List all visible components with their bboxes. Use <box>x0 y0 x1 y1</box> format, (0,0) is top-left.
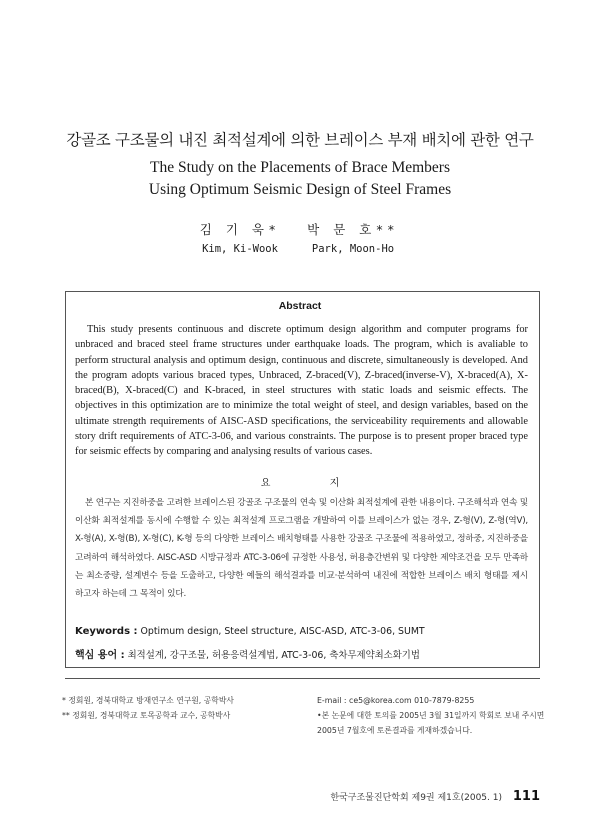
abstract-heading: Abstract <box>278 300 322 312</box>
footnotes-affiliations <box>62 693 302 723</box>
page-number: 111 <box>512 789 540 804</box>
paper-title-english-line1: The Study on the Placements of Brace Members <box>149 159 451 176</box>
paper-title-english-line2: Using Optimum Seismic Design of Steel Frames <box>148 181 452 198</box>
abstract-text: This study presents continuous and discrete optimum design algorithm and computer programs for unbraced and braced steel frame structures under earthquake loads. The program, which is avaliable to perform structural analysis and optimum design, continuous and discrete, simultaneously is developed. And the program adopts various braced types, Unbraced, Z-braced(V), Z-braced(inverse-V), X-braced(A), X-braced(B), X-braced(C) and K-braced, in steel structures with static loads and seismic effects. The objectives in this optimization are to minimize the total weight of steel, and design variables, based on the ultimate strength requirements of AISC-ASD specifications, the serviceability requirements and allowable story drift requirements of ATC-3-06, and various constraints. The purpose is to present proper braced type for seismic effects by comparing and analysing results of various cases. <box>75 324 528 458</box>
footnote-email: E-mail : ce5@korea.com 010-7879-8255 <box>317 696 475 705</box>
paper-title-korean: 강골조 구조물의 내진 최적설계에 의한 브레이스 부재 배치에 관한 연구 <box>66 131 534 149</box>
footnote-divider <box>65 678 540 679</box>
yoji-text: 본 연구는 지진하중을 고려한 브레이스된 강골조 구조물의 연속 및 이산화 최적설계에 관한 내용이다. 구조해석과 연속 및 이산화 최적설계를 동시에 수행할 수 있는 최적설계 프로그램을 개발하여 이를 브레이스가 없는 경우, Z-형(V), Z-형(역V), X-형(A), X-형(B), X-형(C), K-형 등의 다양한 브레이스 배치형태를 사용한 강골조 구조물에 적용하였고, 정하중, 지진하중을 고려하여 해석하였다. AISC-ASD 시방규정과 ATC-3-06에 규정한 사용성, 허용층간변위 및 다양한 제약조건을 모두 만족하는 최소중량, 설계변수 등을 도출하고, 다양한 예들의 해석결과를 비교·분석하여 내진에 적합한 브레이스 배치 형태를 제시하고자 하는데 그 목적이 있다. <box>75 498 528 600</box>
keywords-ko-text: 최적설계, 강구조물, 허용응력설계법, ATC-3-06, 축차무제약최소화기법 <box>127 650 420 661</box>
keywords-line <box>75 626 535 637</box>
keywords-label: Keywords : <box>75 626 138 637</box>
author-1-name-en: Kim, Ki-Wook <box>202 243 278 255</box>
footnote-author-2: ** 정회원, 경북대학교 토목공학과 교수, 공학박사 <box>62 711 231 720</box>
keywords-ko-label: 핵심 용어 : <box>75 650 125 661</box>
keywords-text: Optimum design, Steel structure, AISC-ASD, ATC-3-06, SUMT <box>140 626 425 637</box>
yoji-heading: 요 지 <box>260 478 368 489</box>
author-2-name-en: Park, Moon-Ho <box>311 243 395 255</box>
author-1-name-ko: 김 기 욱* <box>199 222 281 237</box>
author-2 <box>283 220 423 255</box>
footnote-author-1: * 정회원, 경북대학교 방재연구소 연구원, 공학박사 <box>62 696 234 705</box>
author-2-name-ko: 박 문 호** <box>307 222 399 237</box>
page-footer <box>330 789 540 804</box>
footnotes-contact <box>317 693 547 738</box>
footnote-discussion-note: •본 논문에 대한 토의를 2005년 3월 31일까지 학회로 보내 주시면 2005년 7월호에 토론결과를 게재하겠습니다. <box>317 711 545 735</box>
keywords-ko-line <box>75 646 535 661</box>
journal-citation: 한국구조물진단학회 제9권 제1호(2005. 1) <box>330 793 502 803</box>
